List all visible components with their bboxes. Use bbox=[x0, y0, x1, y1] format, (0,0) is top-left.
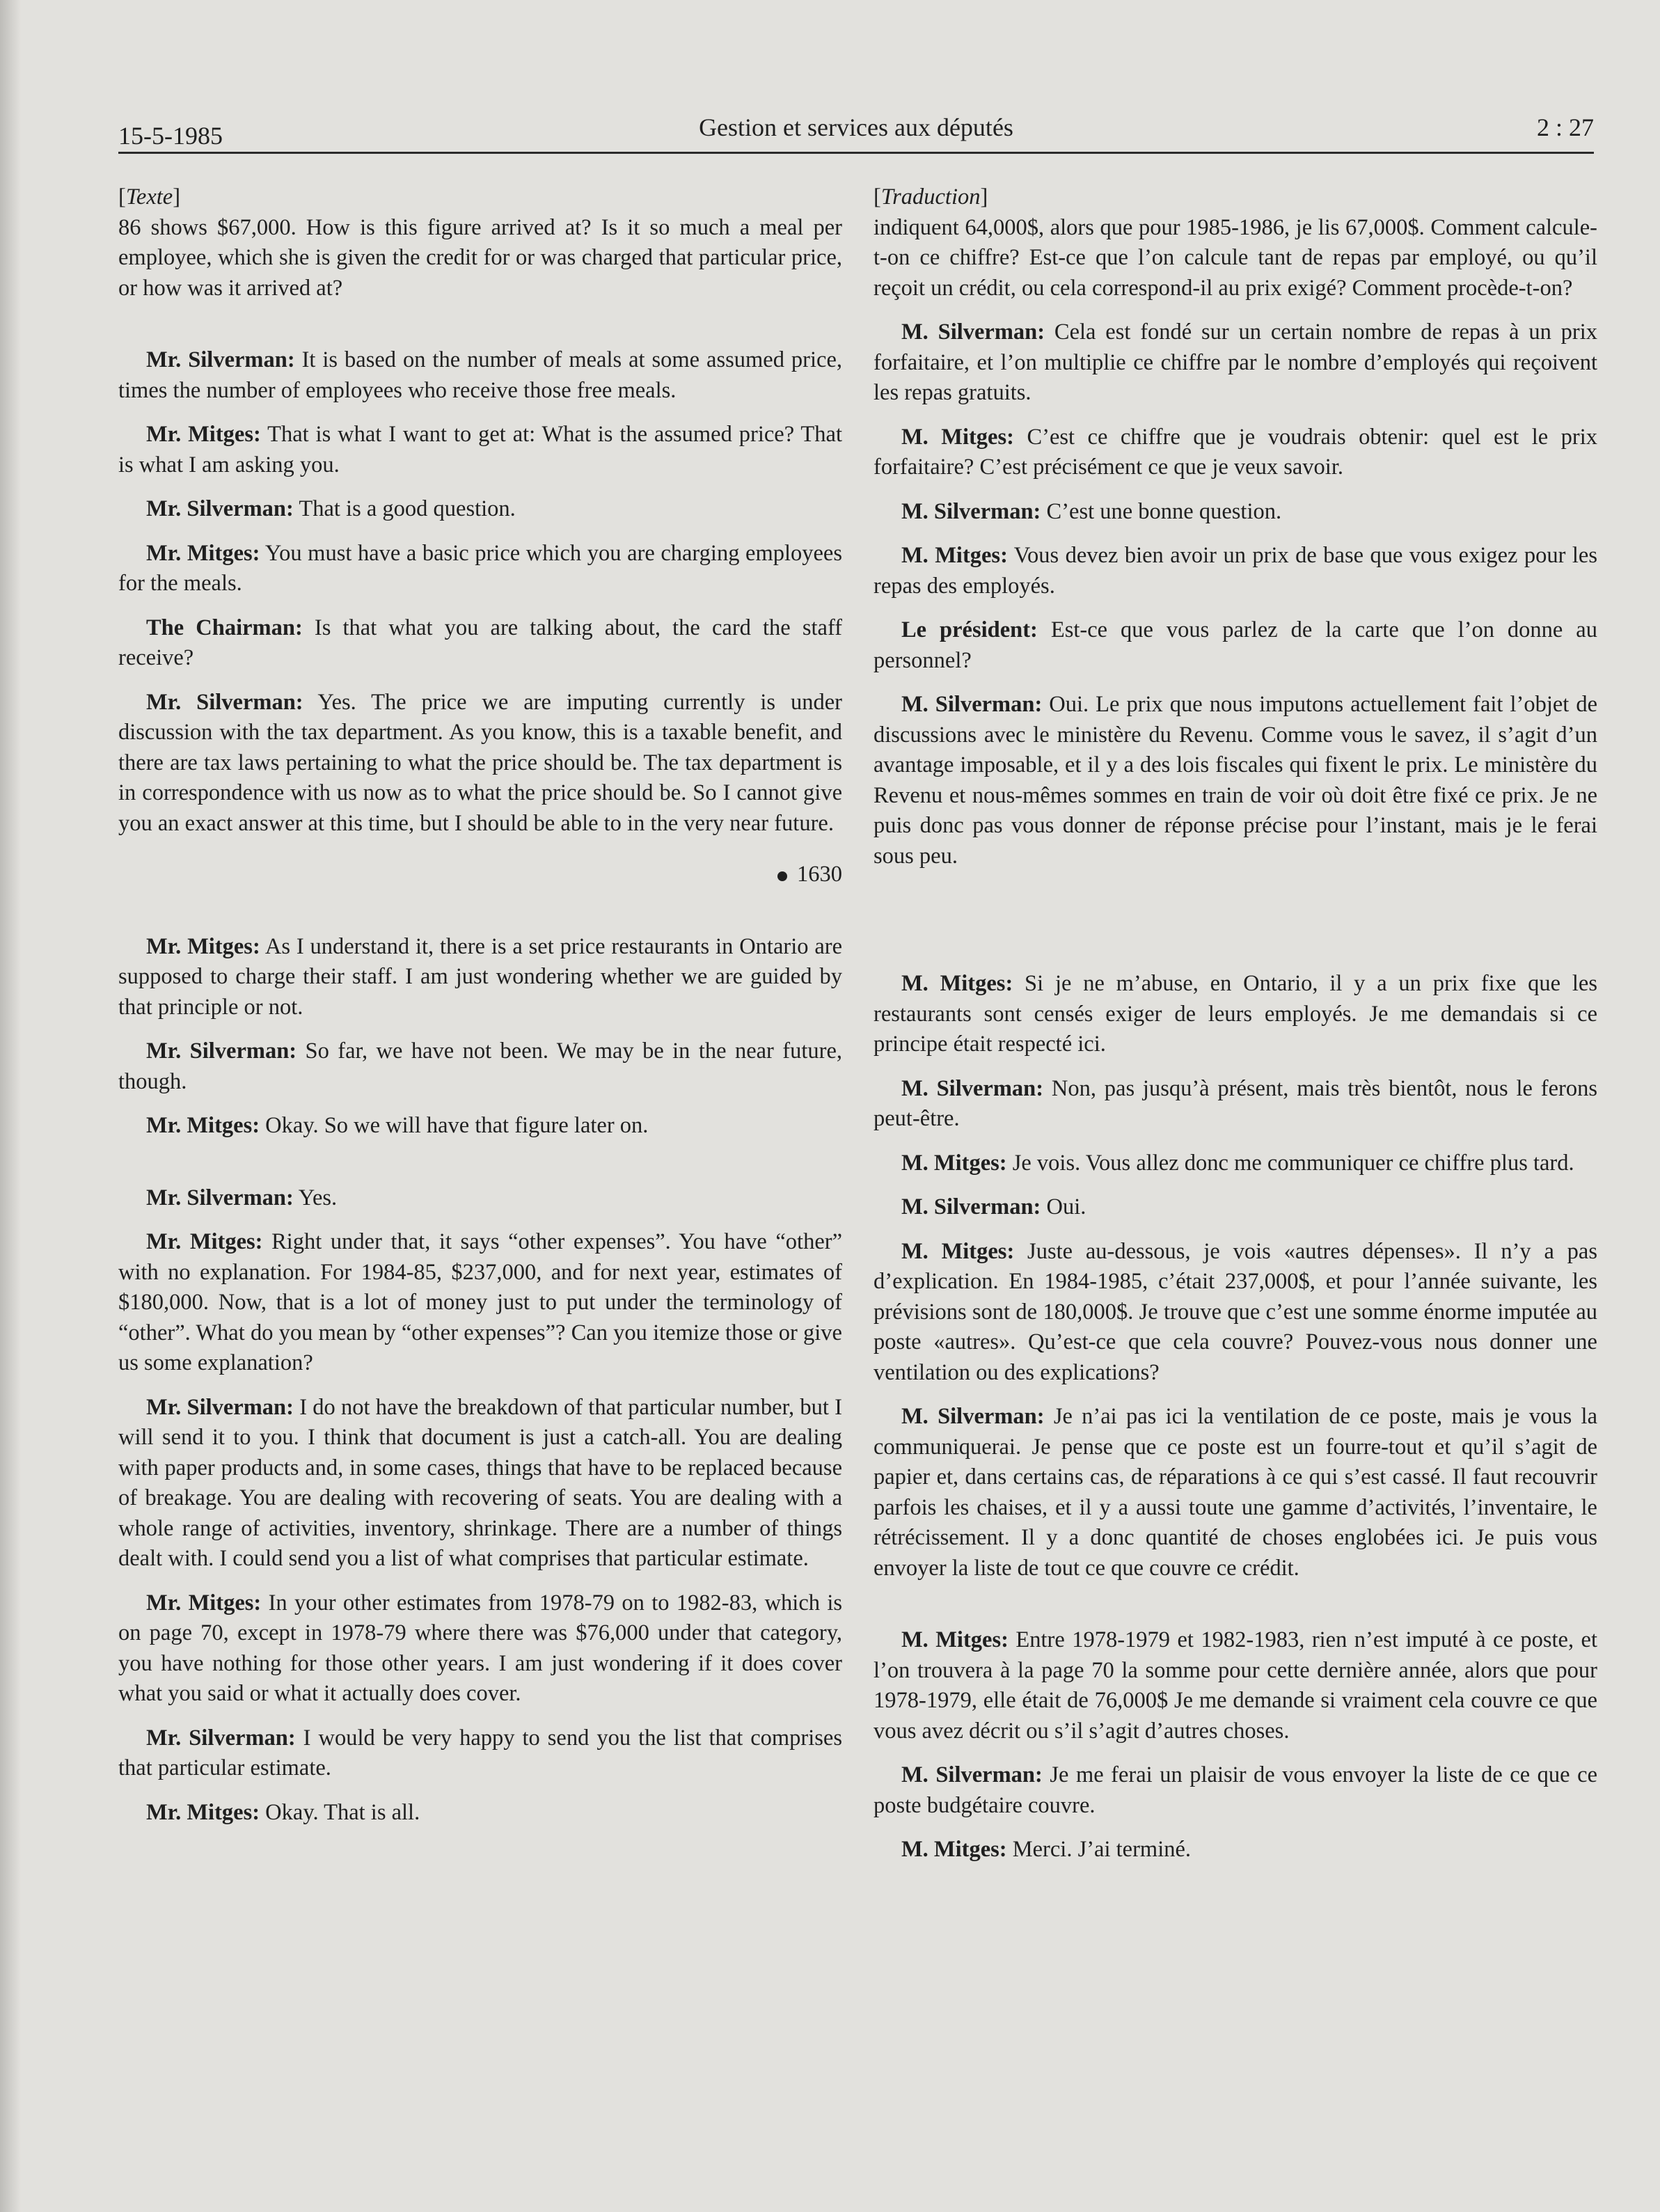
speaker-name: Mr. Mitges: bbox=[146, 422, 261, 447]
speaker-name: M. Mitges: bbox=[901, 1150, 1007, 1176]
speaker-name: M. Silverman: bbox=[901, 692, 1043, 717]
speech-text: You must have a basic price which you are charging employees for the meals. bbox=[118, 540, 842, 596]
speaker-name: Mr. Silverman: bbox=[146, 1038, 297, 1064]
speech-text: Je n’ai pas ici la ventilation de ce poste, mais je vous la communiquerai. Je pense que ce poste est un fourre-tout et qu’il s’agit de papier et, dans certains cas, de réparations à ce qui s’est cassé. Il faut recouvrir parfois les chaises, et il y a aussi toute une gamme d’activités, l’inventaire, le rétrécissement. Il y a donc quantité de choses englobées ici. Je puis vous envoyer la liste de tout ce que couvre ce crédit. bbox=[874, 1404, 1597, 1581]
speech-paragraph bbox=[118, 688, 842, 839]
speaker-name: M. Mitges: bbox=[901, 1837, 1007, 1862]
page-edge-shadow bbox=[0, 0, 21, 2212]
speech-paragraph bbox=[874, 1148, 1597, 1179]
page-header bbox=[118, 113, 1594, 155]
speech-text: I do not have the breakdown of that particular number, but I will send it to you. I think that document is just a catch-all. You are dealing with paper products and, in some cases, things that have to be replaced because of breakage. You are dealing with recovering of seats. You are dealing with a whole range of activities, inventory, shrinkage. There are a number of things dealt with. I could send you a list of what comprises that particular estimate. bbox=[118, 1394, 842, 1571]
speaker-name: M. Mitges: bbox=[901, 1238, 1015, 1264]
speaker-name: Mr. Silverman: bbox=[146, 689, 303, 715]
speech-text: Merci. J’ai terminé. bbox=[1006, 1837, 1192, 1862]
speaker-name: Mr. Mitges: bbox=[146, 1113, 260, 1138]
speech-text: Right under that, it says “other expenses”. You have “other” with no explanation. For 1984-85, $237,000, and for next year, estimates of $180,000. Now, that is a lot of money just to put under the terminology of “other”. What do you mean by “other expenses”? Can you itemize those or give us some explanation? bbox=[118, 1229, 842, 1375]
speech-paragraph bbox=[118, 1183, 842, 1214]
speech-text: In your other estimates from 1978-79 on to 1982-83, which is on page 70, except in 1978-79 where there was $76,000 under that category, you have nothing for those other years. I am just wondering if it does cover what you said or what it actually does cover. bbox=[118, 1590, 842, 1706]
speaker-name: M. Silverman: bbox=[901, 319, 1045, 345]
speech-paragraph bbox=[874, 1835, 1597, 1865]
speech-paragraph bbox=[874, 1074, 1597, 1135]
speech-paragraph bbox=[874, 1402, 1597, 1583]
speech-paragraph bbox=[118, 1723, 842, 1784]
speech-paragraph bbox=[874, 422, 1597, 483]
column-french bbox=[874, 182, 1597, 1865]
speech-paragraph bbox=[118, 539, 842, 599]
header-date: 15-5-1985 bbox=[118, 122, 223, 150]
speech-text: Je vois. Vous allez donc me communiquer ce chiffre plus tard. bbox=[1006, 1150, 1574, 1176]
speech-paragraph bbox=[874, 1760, 1597, 1821]
speaker-name: M. Mitges: bbox=[901, 543, 1008, 568]
intro-paragraph: indiquent 64,000$, alors que pour 1985-1986, je lis 67,000$. Comment calcule-t-on ce chiffre? Est-ce que l’on calcule tant de repas par employé, ou qu’il reçoit un crédit, ou cela correspond-il au prix exigé? Comment procède-t-on? bbox=[874, 214, 1597, 301]
speech-text: I would be very happy to send you the list that comprises that particular estimate. bbox=[118, 1725, 842, 1780]
header-rule bbox=[118, 152, 1594, 154]
speech-paragraph bbox=[118, 1393, 842, 1574]
speech-paragraph bbox=[118, 494, 842, 525]
speaker-name: M. Silverman: bbox=[901, 1075, 1044, 1101]
speech-paragraph bbox=[874, 615, 1597, 676]
speech-text: It is based on the number of meals at some assumed price, times the number of employees who receive those free meals. bbox=[118, 347, 842, 403]
speech-paragraph bbox=[118, 1227, 842, 1379]
speech-paragraph bbox=[874, 1237, 1597, 1389]
column-english bbox=[118, 182, 842, 1828]
speaker-name: Mr. Mitges: bbox=[146, 1229, 263, 1254]
speech-paragraph bbox=[118, 345, 842, 406]
speech-text: C’est ce chiffre que je voudrais obtenir: quel est le prix forfaitaire? C’est précisément ce que je veux savoir. bbox=[874, 424, 1598, 480]
speaker-name: Mr. Mitges: bbox=[146, 540, 260, 566]
speaker-name: Mr. Mitges: bbox=[146, 933, 260, 959]
speaker-name: Mr. Silverman: bbox=[146, 496, 294, 521]
header-page-number: 2 : 27 bbox=[1536, 113, 1594, 141]
speech-text: Non, pas jusqu’à présent, mais très bientôt, nous le ferons peut-être. bbox=[874, 1075, 1597, 1131]
intro-paragraph: 86 shows $67,000. How is this figure arrived at? Is it so much a meal per employee, which she is given the credit for or was charged that particular price, or how was it arrived at? bbox=[118, 214, 842, 301]
speech-text: Si je ne m’abuse, en Ontario, il y a un prix fixe que les restaurants sont censés exiger de leurs employés. Je me demandais si ce principe était respecté ici. bbox=[874, 971, 1597, 1057]
time-marker: 1630 bbox=[118, 860, 842, 890]
speech-paragraph bbox=[874, 497, 1597, 528]
speech-text: Oui. bbox=[1041, 1194, 1086, 1219]
section-tag: [Texte] bbox=[118, 184, 181, 210]
speaker-name: Mr. Mitges: bbox=[146, 1590, 262, 1615]
speaker-name: Mr. Mitges: bbox=[146, 1799, 260, 1825]
speaker-name: Mr. Silverman: bbox=[146, 1725, 296, 1751]
section-tag: [Traduction] bbox=[874, 184, 988, 210]
speech-paragraph bbox=[118, 1798, 842, 1828]
speaker-name: Mr. Silverman: bbox=[146, 1185, 294, 1210]
speech-text: Vous devez bien avoir un prix de base que vous exigez pour les repas des employés. bbox=[874, 543, 1597, 599]
speech-text: As I understand it, there is a set price restaurants in Ontario are supposed to charge their staff. I am just wondering whether we are guided by that principle or not. bbox=[118, 933, 842, 1020]
speech-paragraph bbox=[118, 1588, 842, 1709]
speech-paragraph bbox=[118, 613, 842, 674]
speech-text: Entre 1978-1979 et 1982-1983, rien n’est imputé à ce poste, et l’on trouvera à la page 70 la somme pour cette dernière année, alors que pour 1978-1979, elle était de 76,000$ Je me demande si vraiment cela couvre ce que vous avez décrit ou s’il s’agit d’autres choses. bbox=[874, 1627, 1597, 1744]
speech-text: That is a good question. bbox=[293, 496, 516, 521]
speech-paragraph bbox=[118, 420, 842, 480]
speaker-name: M. Silverman: bbox=[901, 1404, 1045, 1429]
speech-text: Juste au-dessous, je vois «autres dépenses». Il n’y a pas d’explication. En 1984-1985, c’était 237,000$, et pour l’année suivante, les prévisions sont de 180,000$. Je trouve que c’est une somme énorme imputée au poste «autres». Qu’est-ce que cela couvre? Pouvez-vous nous donner une ventilation ou des explications? bbox=[874, 1238, 1597, 1385]
speaker-name: Le président: bbox=[901, 617, 1038, 642]
speech-text: Is that what you are talking about, the card the staff receive? bbox=[118, 615, 843, 670]
speech-paragraph bbox=[118, 932, 842, 1023]
speech-text: Je me ferai un plaisir de vous envoyer la liste de ce que ce poste budgétaire couvre. bbox=[874, 1762, 1597, 1818]
speaker-name: M. Mitges: bbox=[901, 971, 1013, 996]
speaker-name: M. Silverman: bbox=[901, 1194, 1041, 1219]
speech-paragraph bbox=[874, 541, 1597, 601]
speech-text: Cela est fondé sur un certain nombre de repas à un prix forfaitaire, et l’on multiplie ce chiffre par le nombre d’employés qui reçoivent les repas gratuits. bbox=[874, 319, 1597, 405]
bullet-icon bbox=[777, 871, 787, 881]
speech-paragraph bbox=[874, 1192, 1597, 1223]
speech-text: Oui. Le prix que nous imputons actuellement fait l’objet de discussions avec le ministère du Revenu. Comme vous le savez, il s’agit d’un avantage imposable, et il y a des lois fiscales qui fixent le prix. Le ministère du Revenu et nous-mêmes sommes en train de voir où doit être fixé ce prix. Je ne puis donc pas vous donner de réponse précise pour l’instant, mais je le ferai sous peu. bbox=[874, 692, 1597, 869]
speech-text: Est-ce que vous parlez de la carte que l’on donne au personnel? bbox=[874, 617, 1597, 673]
header-title: Gestion et services aux députés bbox=[699, 113, 1013, 141]
speech-paragraph bbox=[118, 1036, 842, 1097]
speech-text: Yes. The price we are imputing currently is under discussion with the tax department. As you know, this is a taxable benefit, and there are tax laws pertaining to what the price should be. The tax department is in correspondence with us now as to what the price should be. So I cannot give you an exact answer at this time, but I should be able to in the very near future. bbox=[118, 689, 842, 836]
speech-text: So far, we have not been. We may be in the near future, though. bbox=[118, 1038, 842, 1094]
speaker-name: M. Silverman: bbox=[901, 498, 1041, 524]
speech-text: That is what I want to get at: What is the assumed price? That is what I am asking you. bbox=[118, 422, 842, 477]
speaker-name: The Chairman: bbox=[146, 615, 303, 640]
speech-paragraph bbox=[874, 317, 1597, 409]
speaker-name: M. Mitges: bbox=[901, 424, 1014, 450]
speaker-name: M. Silverman: bbox=[901, 1762, 1043, 1787]
speech-paragraph bbox=[874, 690, 1597, 871]
speaker-name: Mr. Silverman: bbox=[146, 347, 295, 372]
speech-text: C’est une bonne question. bbox=[1041, 498, 1282, 524]
speaker-name: Mr. Silverman: bbox=[146, 1394, 294, 1420]
speech-text: Okay. That is all. bbox=[260, 1799, 420, 1825]
speech-text: Yes. bbox=[293, 1185, 338, 1210]
speech-paragraph bbox=[874, 969, 1597, 1060]
speech-paragraph bbox=[118, 1111, 842, 1141]
speaker-name: M. Mitges: bbox=[901, 1627, 1009, 1652]
speech-paragraph bbox=[874, 1625, 1597, 1746]
speech-text: Okay. So we will have that figure later on. bbox=[260, 1113, 649, 1138]
